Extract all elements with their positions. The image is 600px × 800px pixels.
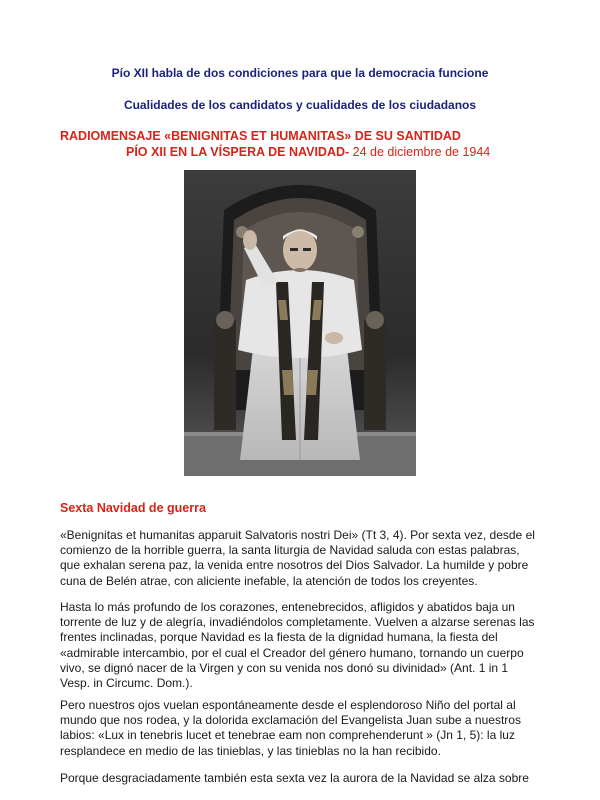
paragraph-line: que exhalan serena paz, la venida entre nosotros del Dios Salvador. La humilde y pobre — [60, 558, 529, 573]
radiomessage-title: PÍO XII EN LA VÍSPERA DE NAVIDAD- — [126, 145, 350, 159]
paragraph-line: cuna de Belén atrae, con aliciente inefable, la atención de todos los creyentes. — [60, 573, 478, 588]
paragraph-line: Porque desgraciadamente también esta sexta vez la aurora de la Navidad se alza sobre — [60, 771, 529, 785]
paragraph-line: labios: «Lux in tenebris lucet et tenebrae eam non comprehenderunt » (Jn 1, 5): la luz — [60, 728, 515, 743]
paragraph-line: resplandece en medio de las tinieblas, y las tinieblas no la han recibido. — [60, 743, 441, 758]
paragraph-4 — [60, 771, 550, 786]
paragraph-line: Hasta lo más profundo de los corazones, entenebrecidos, afligidos y abatidos baja un — [60, 600, 515, 614]
paragraph-2 — [60, 600, 550, 691]
paragraph-3 — [60, 698, 550, 759]
paragraph-line: torrente de luz y de alegría, invadiéndolos completamente. Vuelven a alzarse serenas las — [60, 615, 535, 630]
paragraph-line: «Benignitas et humanitas apparuit Salvatoris nostri Dei» (Tt 3, 4). Por sexta vez, desde el — [60, 528, 535, 542]
section-heading: Sexta Navidad de guerra — [60, 501, 206, 515]
radiomessage-heading-line1: RADIOMENSAJE «BENIGNITAS ET HUMANITAS» DE SU SANTIDAD — [60, 129, 461, 143]
paragraph-line: frentes inclinadas, porque Navidad es la fiesta de la dignidad humana, la fiesta del — [60, 630, 498, 645]
paragraph-1 — [60, 528, 550, 589]
paragraph-line: comienzo de la horrible guerra, la santa liturgia de Navidad saluda con estas palabras, — [60, 543, 520, 558]
paragraph-line: «admirable intercambio, por el cual el Creador del género humano, tornando un cuerpo — [60, 645, 524, 660]
paragraph-line: mundo que nos rodea, y la dolorida exclamación del Evangelista Juan sube a nuestros — [60, 713, 521, 728]
document-subtitle: Cualidades de los candidatos y cualidades de los ciudadanos — [123, 98, 477, 112]
paragraph-line: Vesp. in Circumc. Dom.). — [60, 676, 193, 691]
radiomessage-date: 24 de diciembre de 1944 — [349, 145, 491, 159]
paragraph-line: Pero nuestros ojos vuelan espontáneamente desde el esplendoroso Niño del portal al — [60, 698, 516, 712]
pope-portrait-photo — [184, 170, 416, 476]
document-title: Pío XII habla de dos condiciones para que la democracia funcione — [111, 66, 489, 80]
radiomessage-heading-line2 — [126, 145, 490, 159]
paragraph-line: vivo, se dignó nacer de la Virgen y con su venida nos donó su divinidad» (Ant. 1 in 1 — [60, 660, 509, 675]
